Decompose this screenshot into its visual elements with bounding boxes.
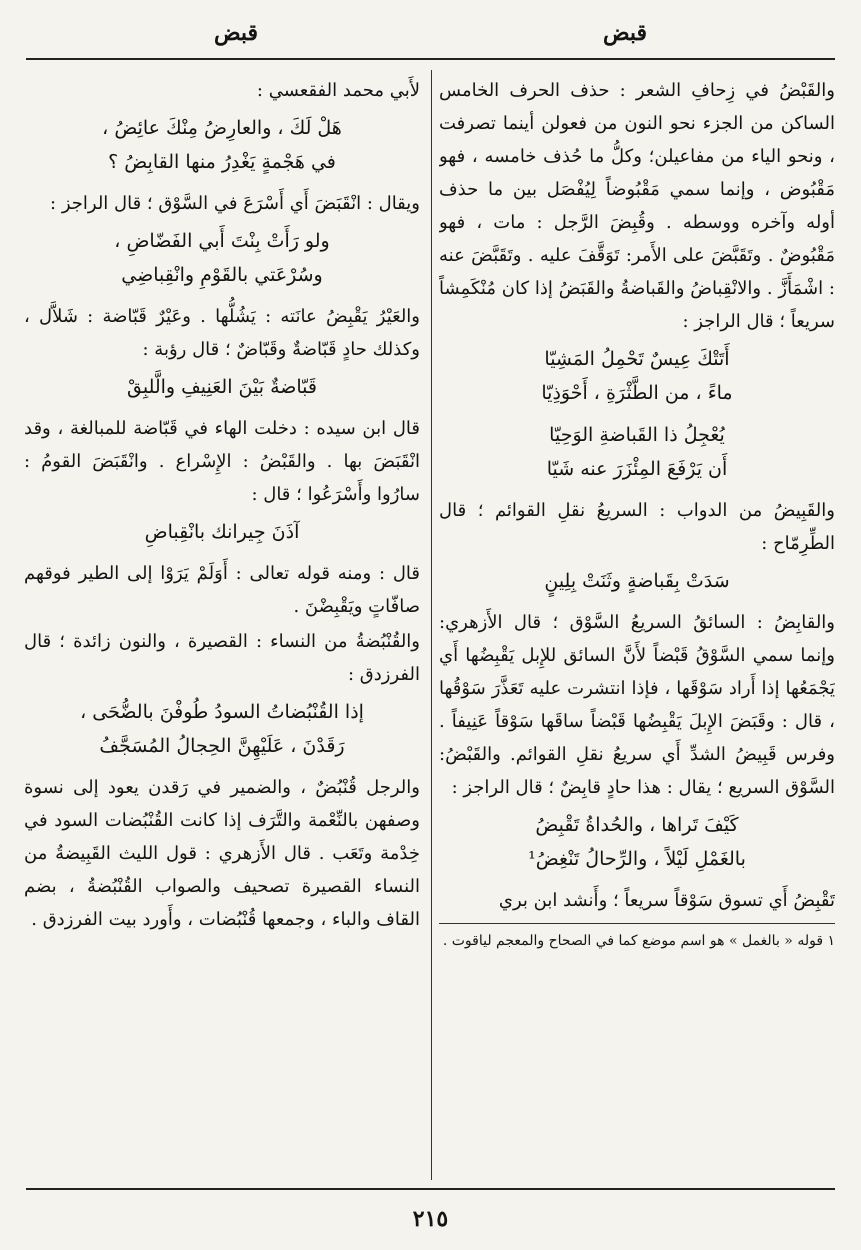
verse	[439, 564, 835, 598]
verse-line: أَتَتْكَ عِيسٌ تَحْمِلُ المَشِيّا	[544, 348, 730, 370]
verse-line: ماءً ، من الطَّثْرَةِ ، أَحْوَذِيّا	[541, 382, 733, 404]
footnote-rule	[439, 923, 835, 924]
verse	[24, 695, 420, 763]
footer-rule	[26, 1188, 835, 1190]
verse-line: وسُرْعَتي بالقَوْمِ وانْقِباضِي	[121, 264, 323, 286]
header-rule	[26, 58, 835, 60]
verse	[24, 515, 420, 549]
entry-paragraph: والقَبِيضُ من الدواب : السريعُ نقلِ القوائم ؛ قال الطِّرِمّاح :	[439, 500, 835, 554]
page-header	[26, 14, 835, 58]
column-separator	[431, 70, 432, 1180]
entry-paragraph: قال : ومنه قوله تعالى : أَوَلَمْ يَرَوْا إلى الطير فوقهم صافّاتٍ ويَقْبِضْنَ .	[24, 563, 420, 617]
verse-line: أَن يَرْفَعَ المِئْزَرَ عنه شَيّا	[546, 458, 728, 480]
verse-line: ولو رَأَتْ بِنْتَ أَبي الفَضّاضِ ،	[114, 230, 330, 252]
left-column	[24, 74, 420, 1182]
verse	[24, 111, 420, 179]
verse-line: في هَجْمةٍ يَغْدِرُ منها القابِضُ ؟	[108, 151, 336, 173]
verse	[24, 224, 420, 292]
verse	[439, 418, 835, 486]
entry-paragraph: والرجل قُنْبُضٌ ، والضمير في رَقدن يعود إلى نسوة وصفهن بالنِّعْمة والتَّرَف إذا كانت القُنْبُضات السود في خِدْمة وتَعَب . قال الأَزهري : قول الليث القَبِيضةُ من النساء القصيرة تصحيف والصواب القُنْبُضةُ ، بضم القاف والباء ، وجمعها قُنْبُضات ، وأَورد بيت الفرزدق .	[24, 777, 420, 930]
verse-line: قَبّاضةٌ بَيْنَ العَنِيفِ والَّلبِقْ	[126, 376, 317, 398]
right-column	[439, 74, 835, 1182]
verse-line: سَدَتْ بِقَباضةٍ وثَنَتْ بِلِينٍ	[544, 570, 730, 592]
verse	[24, 370, 420, 404]
entry-paragraph: والقُنْبُضةُ من النساء : القصيرة ، والنون زائدة ؛ قال الفرزدق :	[24, 631, 420, 685]
entry-paragraph: قال ابن سيده : دخلت الهاء في قَبّاضة للمبالغة ، وقد انْقَبَضَ بها . والقَبْضُ : الإِسْراع . وانْقَبَضَ القومُ : سارُوا وأَسْرَعُوا ؛ قال :	[24, 418, 420, 505]
verse	[439, 342, 835, 410]
verse-line: كَيْفَ تَراها ، والحُداةُ تَقْبِضُ	[535, 814, 739, 836]
entry-paragraph: والقَبْضُ في زِحافِ الشعر : حذف الحرف الخامس الساكن من الجزء نحو النون من فعولن أينما تصرفت ، ونحو الياء من مفاعيلن؛ وكلُّ ما حُذف خامسه ، فهو مَقْبُوض ، وإنما سمي مَقْبُوضاً لِيُفْصَل بين ما حذف أوله وآخره ووسطه . وقُبِضَ الرَّجل : مات ، فهو مَقْبُوضٌ . وتَقَبَّضَ على الأَمر: تَوَقَّفَ عليه . وتَقَبَّضَ عنه : اشْمَأَزَّ . والانْقِباضُ والقَباضةُ والقَبَضُ إذا كان مُنْكَمِشاً سريعاً ؛ قال الراجز :	[439, 80, 835, 332]
entry-paragraph: تَقْبِضُ أَي تسوق سَوْقاً سريعاً ؛ وأَنشد ابن بري	[498, 890, 835, 911]
verse-line: هَلْ لَكَ ، والعارِضُ مِنْكَ عائِضُ ،	[102, 117, 342, 139]
verse-line: رَقَدْنَ ، عَلَيْهِنَّ الحِجالُ المُسَجَّفُ	[99, 735, 345, 757]
header-word-right: قبض	[602, 20, 648, 46]
verse-line: إذا القُنْبُضاتُ السودُ طُوفْنَ بالضُّحَى ،	[80, 701, 364, 723]
entry-paragraph: لأَبي محمد الفقعسي :	[256, 80, 420, 101]
page-number: ٢١٥	[412, 1206, 449, 1232]
verse-line: بالغَمْلِ لَيْلاً ، والرِّحالُ تَنْغِضُ¹	[528, 848, 746, 870]
verse	[439, 808, 835, 876]
header-word-left: قبض	[213, 20, 259, 46]
entry-paragraph: والقابِضُ : السائقُ السريعُ السَّوْق ؛ قال الأَزهري: وإنما سمي السَّوْقُ قَبْضاً لأَنَّ السائق للإِبل يَقْبِضُها أَي يَجْمَعُها إذا أَراد سَوْقَها ، فإذا انتشرت عليه تَعَذَّرَ سَوْقُها ، قال : وقَبَضَ الإِبلَ يَقْبِضُها قَبْضاً ساقَها سَوْقاً عَنِيفاً . وفرس قَبِيضُ الشدِّ أَي سريعُ نقلِ القوائم. والقَبْضُ: السَّوْق السريع ؛ يقال : هذا حادٍ قابِضٌ ؛ قال الراجز :	[439, 612, 835, 798]
entry-paragraph: ويقال : انْقَبَضَ أَي أَسْرَعَ في السَّوْق ؛ قال الراجز :	[50, 193, 420, 214]
verse-line: آذَنَ جِيرانك بانْقِباضِ	[144, 521, 300, 543]
entry-paragraph: والعَيْرُ يَقْبِضُ عانَته : يَشُلُّها . وعَيْرٌ قَبّاضة : شَلاَّل ، وكذلك حادٍ قَبّاضةٌ وقَبّاضٌ ؛ قال رؤبة :	[24, 306, 420, 360]
verse-line: يُعْجِلُ ذا القَباضةِ الوَحِيّا	[549, 424, 725, 446]
footnote: ١ قوله « بالغمل » هو اسم موضع كما في الصحاح والمعجم لياقوت .	[442, 933, 835, 949]
